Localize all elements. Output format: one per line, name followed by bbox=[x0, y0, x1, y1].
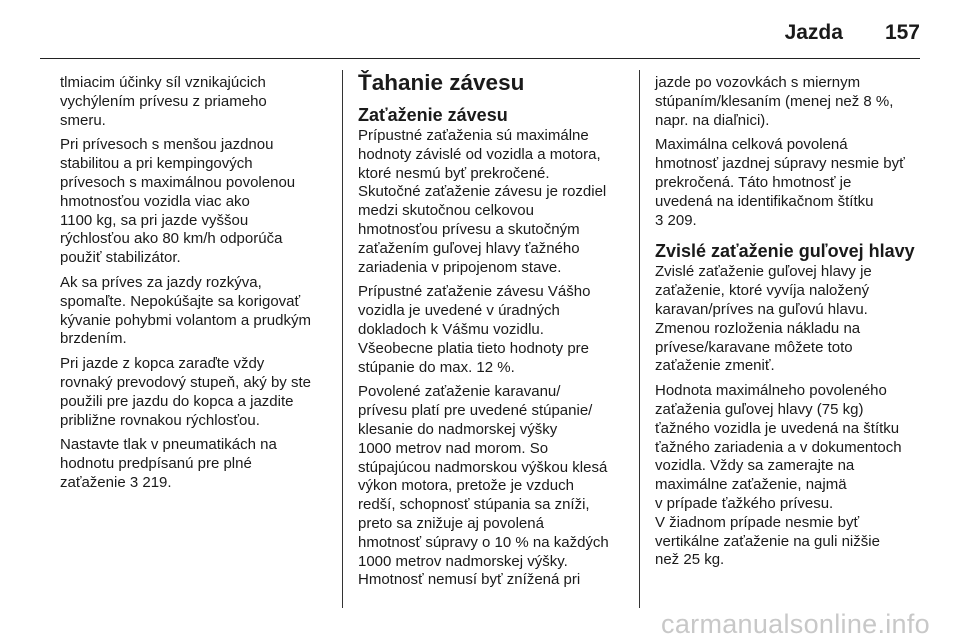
subsection-heading: Zaťaženie závesu bbox=[358, 105, 508, 125]
column-divider bbox=[639, 70, 640, 608]
column-divider bbox=[342, 70, 343, 608]
paragraph: Pri jazde z kopca zaraďte vždy rovnaký prevodový stupeň, aký by ste použili pre jazdu do kopca a jazdite približne rovnakou rýchlosťou. bbox=[60, 355, 311, 429]
paragraph: Maximálna celková povolená hmotnosť jazdnej súpravy nesmie byť prekročená. Táto hmotnosť je uvedená na identifikačnom štítku 3 209. bbox=[655, 136, 905, 229]
paragraph: Pri prívesoch s menšou jazdnou stabilitou a pri kempingových prívesoch s maximálnou povolenou hmotnosťou vozidla viac ako 1100 kg, sa pri jazde vyššou rýchlosťou ako 80 km/h odporúča použiť stabilizátor. bbox=[60, 136, 296, 267]
paragraph: jazde po vozovkách s miernym stúpaním/klesaním (menej než 8 %, napr. na diaľnici). bbox=[655, 74, 894, 129]
paragraph: Zvislé zaťaženie guľovej hlavy je zaťaženie, ktoré vyvíja naložený karavan/príves na guľovú hlavu. Zmenou rozloženia nákladu na prívese/karavane môžete toto zaťaženie zmeniť. bbox=[655, 263, 872, 375]
paragraph: tlmiacim účinky síl vznikajúcich vychýlením prívesu z priameho smeru. bbox=[60, 74, 267, 129]
paragraph: Hodnota maximálneho povoleného zaťaženia guľovej hlavy (75 kg) ťažného vozidla je uvedená na štítku ťažného zariadenia a v dokumentoch vozidla. Vždy sa zamerajte na maximálne zaťaženie, najmä v prípade ťažkého prívesu. V žiadnom prípade nesmie byť vertikálne zaťaženie na guli nižšie než 25 kg. bbox=[655, 382, 902, 569]
paragraph: Povolené zaťaženie karavanu/ prívesu platí pre uvedené stúpanie/ klesanie do nadmorskej výšky 1000 metrov nad morom. So stúpajúcou nadmorskou výškou klesá výkon motora, pretože je vzduch redší, schopnosť stúpania sa zníži, preto sa znižuje aj povolená hmotnosť súpravy o 10 % na každých 1000 metrov nadmorskej výšky. Hmotnosť nemusí byť znížená pri bbox=[358, 383, 609, 589]
paragraph: Ak sa príves za jazdy rozkýva, spomaľte. Nepokúšajte sa korigovať kývanie pohybmi volantom a prudkým brzdením. bbox=[60, 273, 311, 348]
section-heading: Ťahanie závesu bbox=[358, 70, 525, 95]
paragraph: Prípustné zaťaženia sú maximálne hodnoty závislé od vozidla a motora, ktoré nesmú byť prekročené. Skutočné zaťaženie závesu je rozdiel medzi skutočnou celkovou hmotnosťou prívesu a skutočným zaťažením guľovej hlavy ťažného zariadenia v pripojenom stave. bbox=[358, 127, 607, 276]
header-divider bbox=[40, 58, 920, 59]
paragraph: Prípustné zaťaženie závesu Vášho vozidla je uvedené v úradných dokladoch k Vášmu vozidlu. Všeobecne platia tieto hodnoty pre stúpanie do max. 12 %. bbox=[358, 283, 591, 376]
page-header bbox=[40, 18, 920, 48]
column-1 bbox=[60, 74, 326, 499]
subsection-heading: Zvislé zaťaženie guľovej hlavy bbox=[655, 241, 915, 262]
watermark: carmanualsonline.info bbox=[661, 609, 930, 639]
column-3 bbox=[655, 74, 921, 576]
column-2 bbox=[358, 70, 624, 596]
paragraph: Nastavte tlak v pneumatikách na hodnotu predpísanú pre plné zaťaženie 3 219. bbox=[60, 436, 277, 491]
page-number: 157 bbox=[884, 21, 920, 44]
section-title: Jazda bbox=[784, 21, 843, 44]
